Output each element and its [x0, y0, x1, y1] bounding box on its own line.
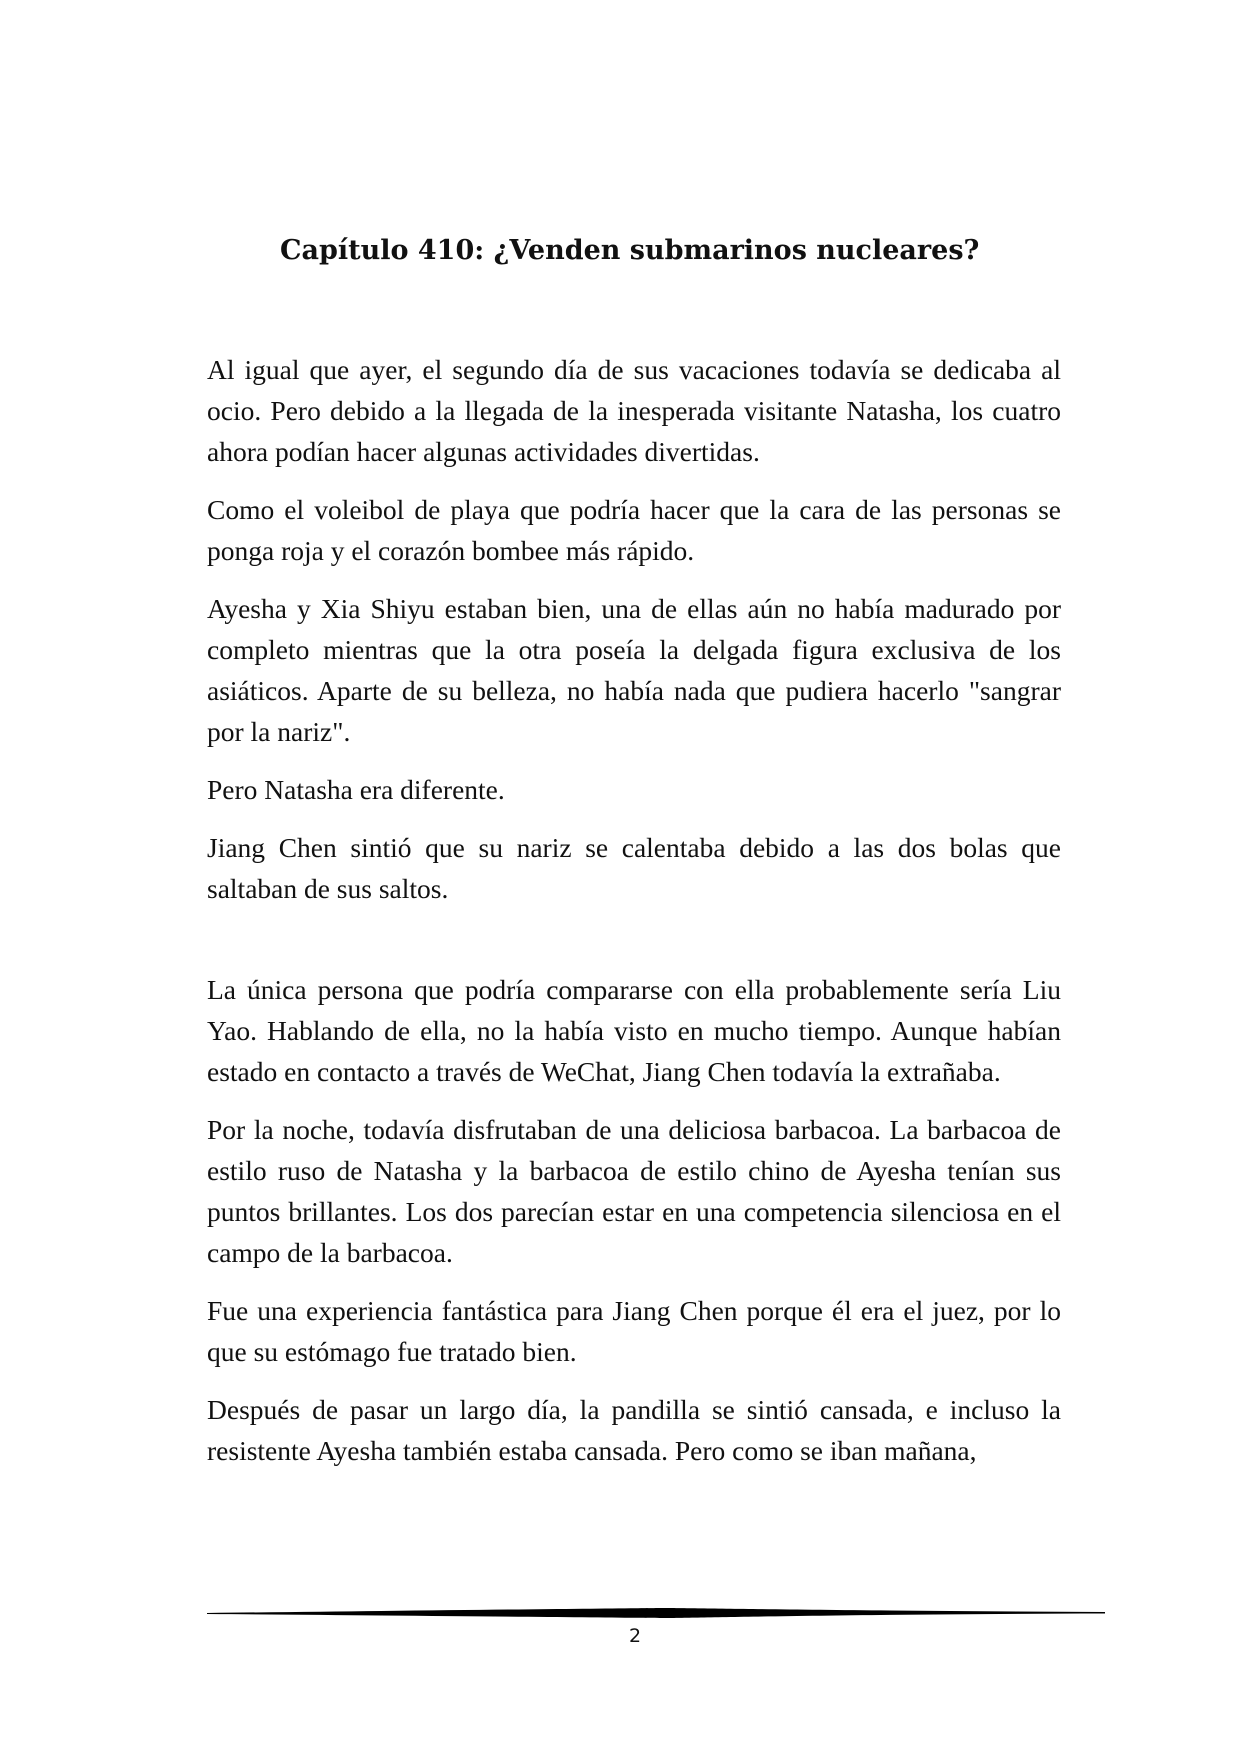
paragraph-3: Ayesha y Xia Shiyu estaban bien, una de ellas aún no había madurado por completo mientras que la otra poseía la delgada figura exclusiva de los asiáticos. Aparte de su belleza, no había nada que pudiera hacerlo "sangrar por la nariz". [207, 593, 1061, 747]
footer-rule-swash [207, 1608, 1105, 1618]
page-number: 2 [628, 1625, 642, 1647]
paragraph-1: Al igual que ayer, el segundo día de sus vacaciones todavía se dedicaba al ocio. Pero debido a la llegada de la inesperada visitante Natasha, los cuatro ahora podían hacer algunas actividades divertidas. [207, 354, 1061, 467]
paragraph-5: Jiang Chen sintió que su nariz se calentaba debido a las dos bolas que saltaban de sus saltos. [207, 832, 1061, 904]
paragraph-2: Como el voleibol de playa que podría hacer que la cara de las personas se ponga roja y el corazón bombee más rápido. [207, 494, 1061, 566]
paragraph-6: La única persona que podría compararse con ella probablemente sería Liu Yao. Hablando de ella, no la había visto en mucho tiempo. Aunque habían estado en contacto a través de WeChat, Jiang Chen todavía la extrañaba. [207, 974, 1061, 1087]
paragraph-8: Fue una experiencia fantástica para Jiang Chen porque él era el juez, por lo que su estómago fue tratado bien. [207, 1295, 1061, 1367]
paragraph-7: Por la noche, todavía disfrutaban de una deliciosa barbacoa. La barbacoa de estilo ruso de Natasha y la barbacoa de estilo chino de Ayesha tenían sus puntos brillantes. Los dos parecían estar en una competencia silenciosa en el campo de la barbacoa. [207, 1114, 1061, 1268]
paragraph-9: Después de pasar un largo día, la pandilla se sintió cansada, e incluso la resistente Ayesha también estaba cansada. Pero como se iban mañana, [207, 1394, 1061, 1466]
paragraph-4: Pero Natasha era diferente. [207, 774, 505, 805]
footer-rule [207, 1606, 1105, 1620]
chapter-title: Capítulo 410: ¿Venden submarinos nucleares? [280, 235, 980, 266]
chapter-body [207, 349, 1061, 1488]
